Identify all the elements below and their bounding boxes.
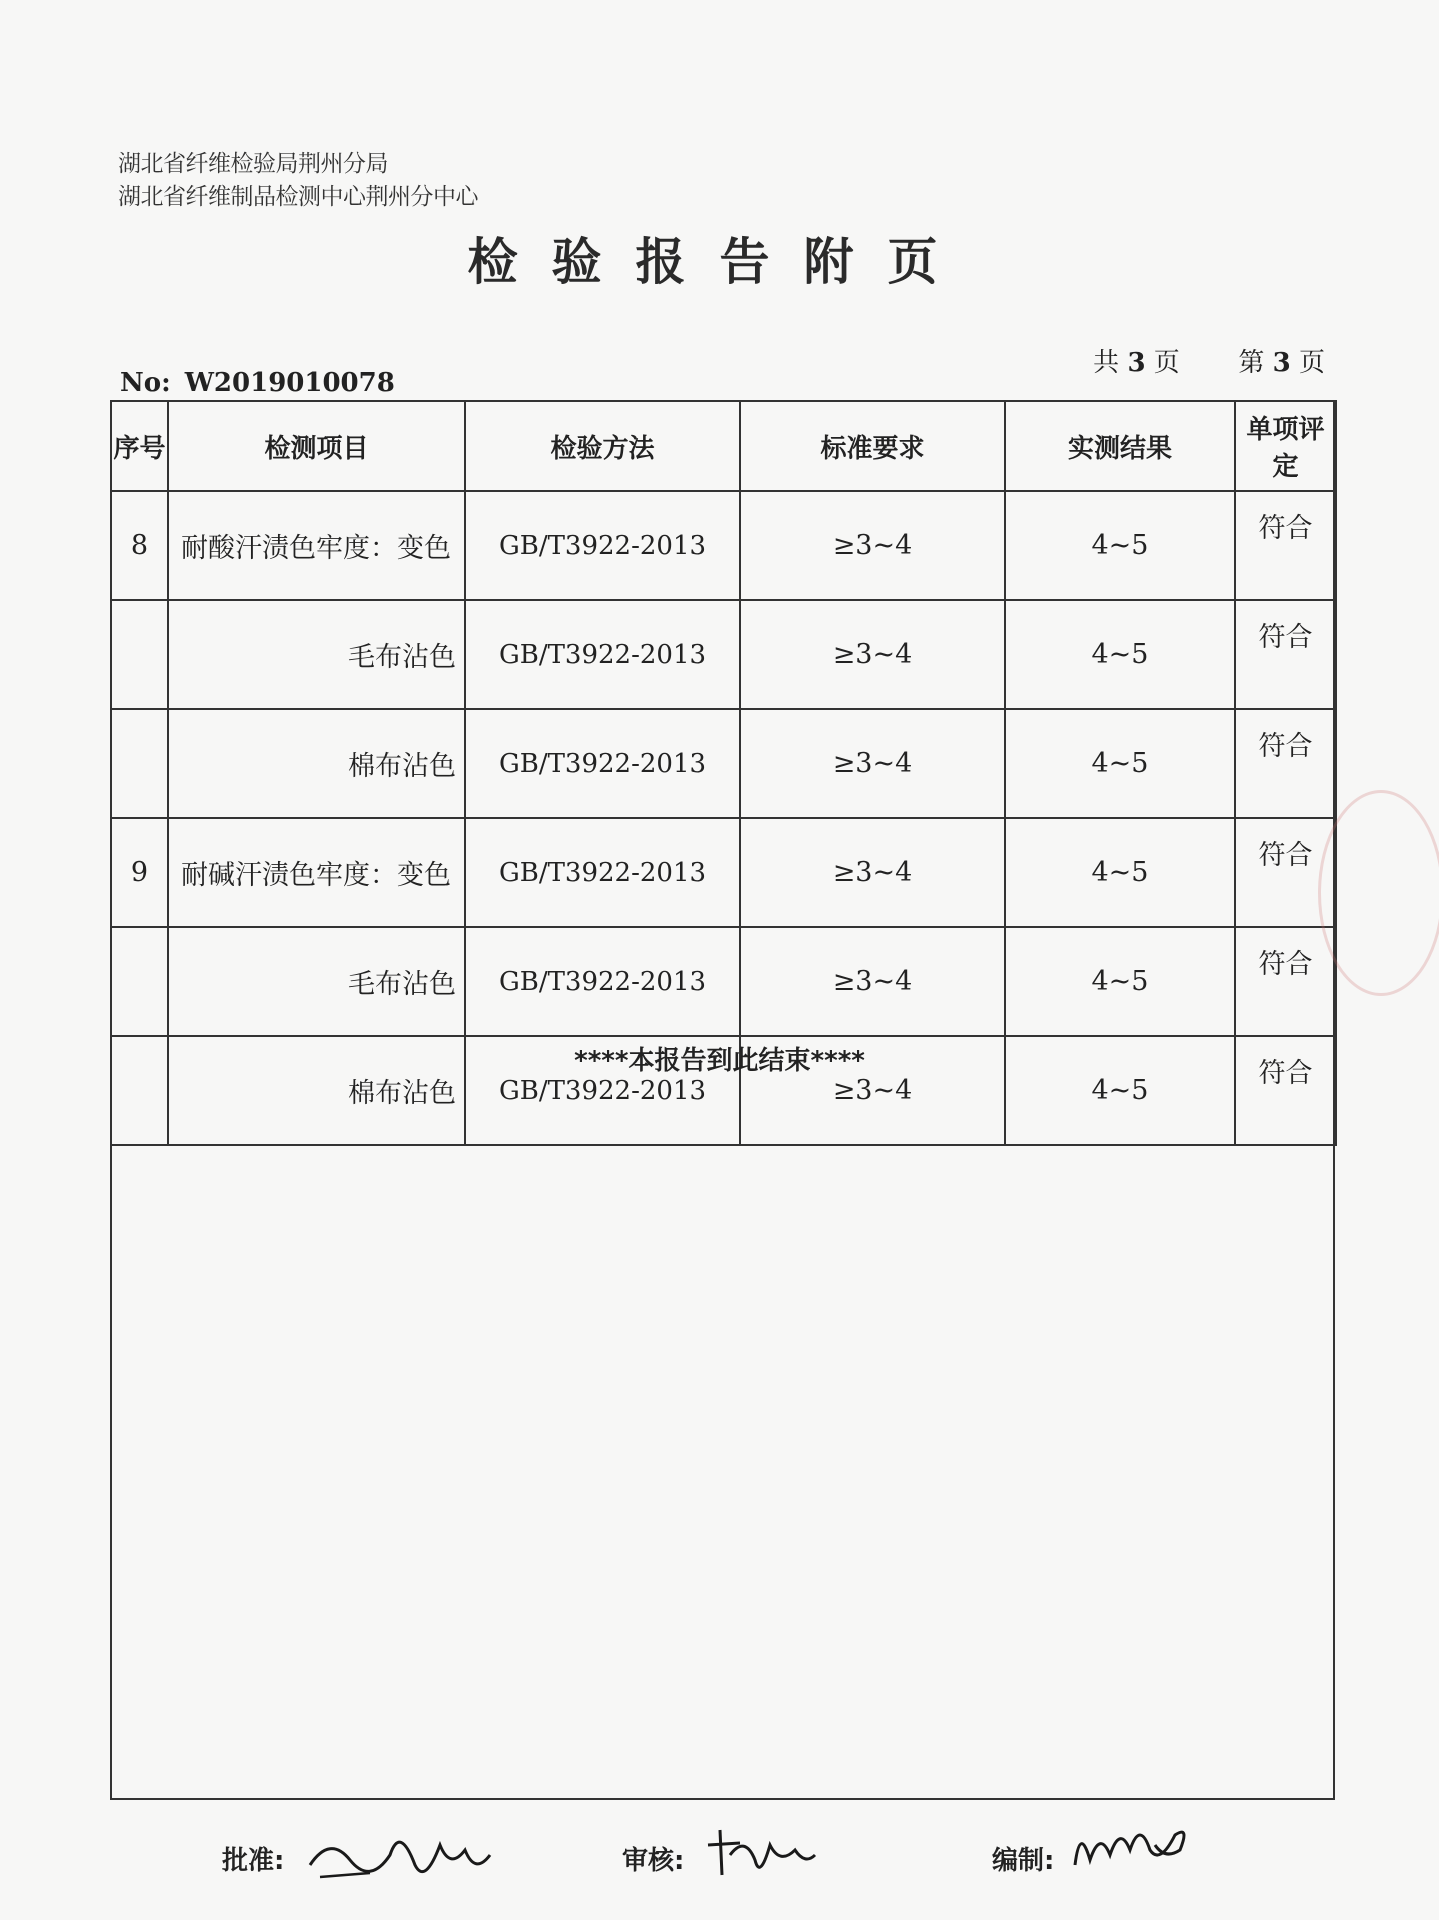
report-number — [120, 368, 395, 398]
cell-method: GB/T3922-2013 — [465, 491, 740, 600]
total-pages: 3 — [1127, 348, 1146, 378]
current-page: 3 — [1272, 348, 1291, 378]
header-standard: 标准要求 — [740, 401, 1005, 491]
review-label: 审核: — [622, 1846, 685, 1876]
end-of-report-mark: ****本报告到此结束**** — [574, 1046, 865, 1076]
results-table — [110, 400, 1337, 1146]
cell-standard: ≥3~4 — [740, 818, 1005, 927]
seal-stamp — [1318, 790, 1439, 996]
testing-center: 湖北省纤维制品检测中心荆州分中心 — [118, 184, 478, 210]
cell-seq — [111, 709, 168, 818]
compile-label: 编制: — [992, 1846, 1055, 1876]
cell-seq — [111, 927, 168, 1036]
total-prefix: 共 — [1093, 348, 1120, 378]
table-row — [111, 927, 1336, 1036]
cell-verdict: 符合 — [1235, 1036, 1336, 1145]
cell-standard: ≥3~4 — [740, 1036, 1005, 1145]
cell-item: 棉布沾色 — [168, 1036, 465, 1145]
table-row — [111, 709, 1336, 818]
cell-verdict: 符合 — [1235, 818, 1336, 927]
table-row — [111, 600, 1336, 709]
cell-result: 4~5 — [1005, 491, 1235, 600]
cell-result: 4~5 — [1005, 600, 1235, 709]
header-seq: 序号 — [111, 401, 168, 491]
cell-item: 耐酸汗渍色牢度：变色 — [168, 491, 465, 600]
cell-result: 4~5 — [1005, 1036, 1235, 1145]
cell-standard: ≥3~4 — [740, 709, 1005, 818]
cell-item: 耐碱汗渍色牢度：变色 — [168, 818, 465, 927]
total-suffix: 页 — [1153, 348, 1180, 378]
page-counter — [1093, 342, 1325, 379]
report-number-value: W2019010078 — [184, 368, 395, 398]
page-title: 检验报告附页 — [467, 233, 972, 291]
header-verdict: 单项评定 — [1235, 401, 1336, 491]
cell-method: GB/T3922-2013 — [465, 709, 740, 818]
table-row — [111, 818, 1336, 927]
approve-label: 批准: — [222, 1846, 285, 1876]
header-item: 检测项目 — [168, 401, 465, 491]
cell-item: 毛布沾色 — [168, 600, 465, 709]
cell-item: 毛布沾色 — [168, 927, 465, 1036]
report-number-label: No: — [120, 368, 171, 398]
cell-method: GB/T3922-2013 — [465, 818, 740, 927]
cell-verdict: 符合 — [1235, 600, 1336, 709]
cell-result: 4~5 — [1005, 709, 1235, 818]
issuing-bureau: 湖北省纤维检验局荆州分局 — [118, 151, 388, 177]
page-suffix: 页 — [1298, 348, 1325, 378]
cell-standard: ≥3~4 — [740, 491, 1005, 600]
cell-seq: 8 — [111, 491, 168, 600]
page-prefix: 第 — [1238, 348, 1265, 378]
approver-signature — [300, 1815, 500, 1895]
cell-seq: 9 — [111, 818, 168, 927]
cell-method: GB/T3922-2013 — [465, 927, 740, 1036]
cell-seq — [111, 600, 168, 709]
cell-standard: ≥3~4 — [740, 927, 1005, 1036]
cell-verdict: 符合 — [1235, 927, 1336, 1036]
cell-verdict: 符合 — [1235, 491, 1336, 600]
cell-result: 4~5 — [1005, 927, 1235, 1036]
cell-method: GB/T3922-2013 — [465, 1036, 740, 1145]
reviewer-signature — [700, 1815, 820, 1895]
cell-standard: ≥3~4 — [740, 600, 1005, 709]
cell-verdict: 符合 — [1235, 709, 1336, 818]
table-header-row — [111, 401, 1336, 491]
cell-result: 4~5 — [1005, 818, 1235, 927]
table-row — [111, 491, 1336, 600]
header-method: 检验方法 — [465, 401, 740, 491]
header-result: 实测结果 — [1005, 401, 1235, 491]
cell-method: GB/T3922-2013 — [465, 600, 740, 709]
compiler-signature — [1065, 1805, 1195, 1885]
cell-item: 棉布沾色 — [168, 709, 465, 818]
